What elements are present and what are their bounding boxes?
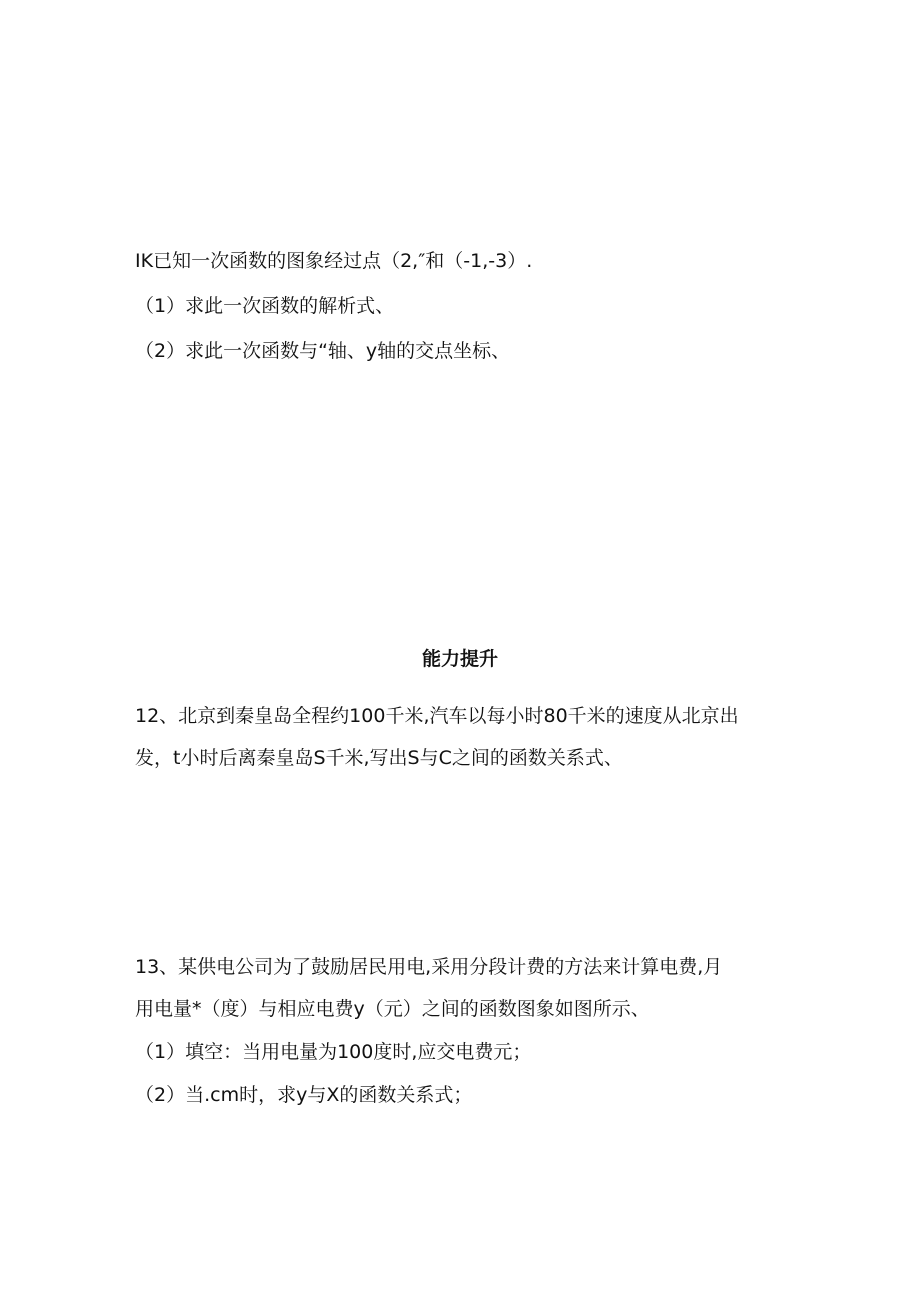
q13-part-1: （1）填空：当用电量为100度时,应交电费元；	[135, 1041, 532, 1063]
q12-line-2: 发，t小时后离秦皇岛S千米,写出S与C之间的函数关系式、	[135, 747, 623, 769]
q11-part-1: （1）求此一次函数的解析式、	[135, 295, 395, 317]
q11-part-2: （2）求此一次函数与“轴、y轴的交点坐标、	[135, 340, 511, 362]
q13-line-2: 用电量*（度）与相应电费y（元）之间的函数图象如图所示、	[135, 998, 650, 1020]
q12-line-1: 12、北京到秦皇岛全程约100千米,汽车以每小时80千米的速度从北京出	[135, 705, 739, 727]
section-heading: 能力提升	[421, 648, 498, 670]
q13-line-1: 13、某供电公司为了鼓励居民用电,采用分段计费的方法来计算电费,月	[135, 956, 723, 978]
q13-part-2: （2）当.cm时，求y与X的函数关系式；	[135, 1084, 473, 1106]
q11-stem: IK已知一次函数的图象经过点（2,″和（-1,-3）.	[135, 250, 533, 272]
